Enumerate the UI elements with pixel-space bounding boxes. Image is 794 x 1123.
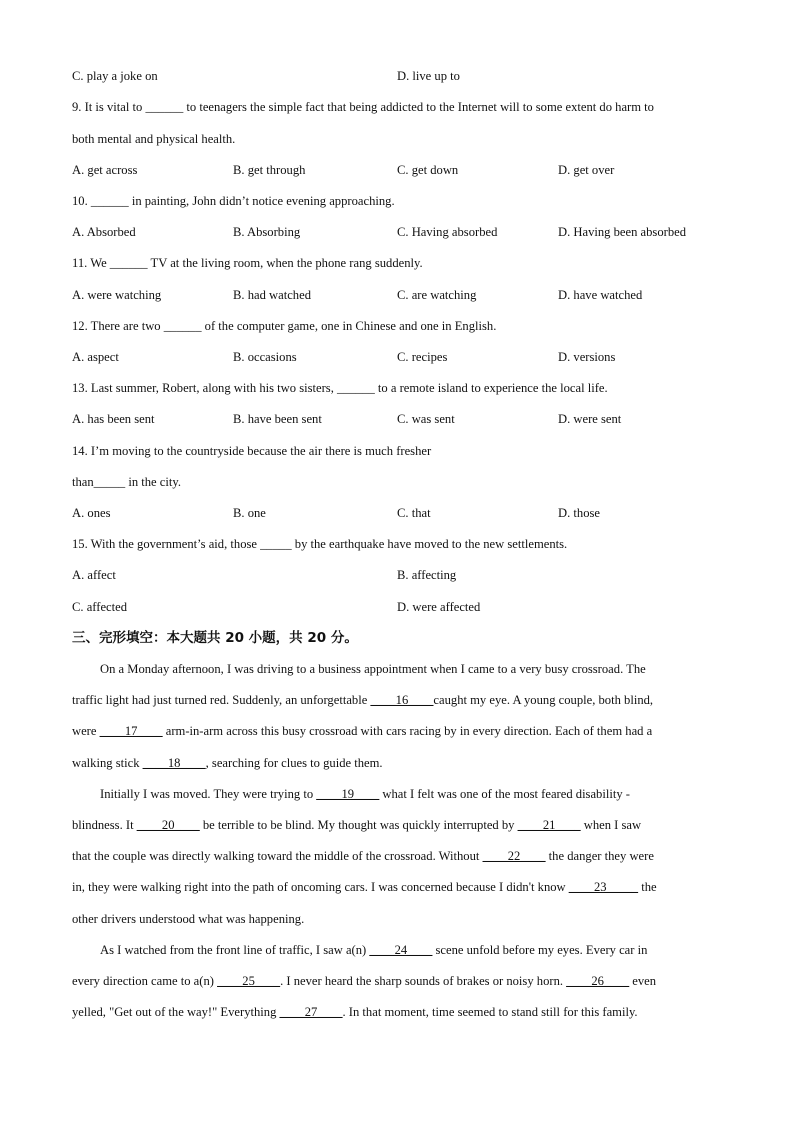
text-segment: arm-in-arm across this busy crossroad with cars racing by in every direction. Each of them had a (162, 724, 653, 738)
q9-stem-line2: both mental and physical health. (72, 132, 236, 146)
q12-stem: 12. There are two ______ of the computer game, one in Chinese and one in English. (72, 319, 497, 333)
q8-option-c: C. play a joke on (72, 69, 158, 83)
q14-stem-line2: than_____ in the city. (72, 475, 182, 489)
passage-p1-line3 (72, 723, 652, 739)
blank-23: ____23_____ (568, 880, 639, 894)
blank-21: ____21____ (517, 818, 581, 832)
passage-p3-line2 (72, 973, 656, 989)
q13-option-a: A. has been sent (72, 412, 155, 426)
q14-option-c: C. that (397, 506, 431, 520)
blank-24: ____24____ (369, 943, 433, 957)
text-segment: when I saw (580, 818, 642, 832)
blank-19: ____19____ (316, 787, 380, 801)
q9-option-d: D. get over (558, 163, 615, 177)
q14-option-b: B. one (233, 506, 266, 520)
text-segment: every direction came to a(n) (72, 974, 218, 988)
q15-stem: 15. With the government’s aid, those _____ by the earthquake have moved to the new settlements. (72, 537, 568, 551)
blank-27: ____27____ (279, 1005, 343, 1019)
section-title: 三、完形填空：本大题共 20 小题，共 20 分。 (72, 630, 358, 646)
text-segment: , searching for clues to guide them. (205, 756, 383, 770)
text-segment: were (72, 724, 100, 738)
text-segment: yelled, "Get out of the way!" Everything (72, 1005, 280, 1019)
q12-option-a: A. aspect (72, 350, 119, 364)
q12-option-c: C. recipes (397, 350, 448, 364)
text-segment: As I watched from the front line of traffic, I saw a(n) (100, 943, 370, 957)
q9-option-b: B. get through (233, 163, 306, 177)
text-segment: the (638, 880, 657, 894)
passage-p2-line4 (72, 879, 657, 895)
text-segment: caught my eye. A young couple, both blind, (433, 693, 654, 707)
q9-stem-line1: 9. It is vital to ______ to teenagers the simple fact that being addicted to the Internet will to some extent do harm to (72, 100, 654, 114)
q11-option-d: D. have watched (558, 288, 643, 302)
q10-option-d: D. Having been absorbed (558, 225, 686, 239)
blank-18: ____18____ (142, 756, 206, 770)
passage-p3-line3 (72, 1004, 638, 1020)
passage-p2-line3 (72, 848, 654, 864)
q10-option-b: B. Absorbing (233, 225, 301, 239)
text-segment: what I felt was one of the most feared disability - (379, 787, 630, 801)
text-segment: that the couple was directly walking toward the middle of the crossroad. Without (72, 849, 483, 863)
q13-stem: 13. Last summer, Robert, along with his two sisters, ______ to a remote island to experience the local life. (72, 381, 608, 395)
text-segment: the danger they were (545, 849, 654, 863)
q8-option-d: D. live up to (397, 69, 460, 83)
q13-option-c: C. was sent (397, 412, 455, 426)
q13-option-b: B. have been sent (233, 412, 322, 426)
q14-option-a: A. ones (72, 506, 111, 520)
passage-p3-line1 (100, 942, 647, 958)
passage-p2-line5: other drivers understood what was happening. (72, 912, 305, 926)
q9-option-a: A. get across (72, 163, 138, 177)
text-segment: even (629, 974, 657, 988)
q10-option-c: C. Having absorbed (397, 225, 498, 239)
text-segment: traffic light had just turned red. Suddenly, an unforgettable (72, 693, 371, 707)
q15-option-d: D. were affected (397, 600, 481, 614)
text-segment: be terrible to be blind. My thought was quickly interrupted by (199, 818, 518, 832)
passage-p2-line2 (72, 817, 641, 833)
q10-option-a: A. Absorbed (72, 225, 136, 239)
blank-17: ____17____ (99, 724, 163, 738)
text-segment: in, they were walking right into the path of oncoming cars. I was concerned because I didn't know (72, 880, 569, 894)
q12-option-d: D. versions (558, 350, 616, 364)
q10-stem: 10. ______ in painting, John didn’t notice evening approaching. (72, 194, 395, 208)
q15-option-a: A. affect (72, 568, 116, 582)
blank-25: ____25____ (217, 974, 281, 988)
q11-option-c: C. are watching (397, 288, 477, 302)
q14-stem-line1: 14. I’m moving to the countryside because the air there is much fresher (72, 444, 432, 458)
text-segment: blindness. It (72, 818, 137, 832)
q11-option-a: A. were watching (72, 288, 162, 302)
blank-20: ____20____ (136, 818, 200, 832)
q11-option-b: B. had watched (233, 288, 311, 302)
q11-stem: 11. We ______ TV at the living room, when the phone rang suddenly. (72, 256, 423, 270)
passage-p2-line1 (100, 786, 630, 802)
text-segment: . I never heard the sharp sounds of brakes or noisy horn. (280, 974, 567, 988)
text-segment: . In that moment, time seemed to stand still for this family. (342, 1005, 638, 1019)
blank-26: ____26____ (566, 974, 630, 988)
passage-p1-line1: On a Monday afternoon, I was driving to a business appointment when I came to a very busy crossroad. The (100, 662, 646, 676)
q15-option-c: C. affected (72, 600, 128, 614)
passage-p1-line4 (72, 755, 383, 771)
q13-option-d: D. were sent (558, 412, 622, 426)
blank-22: ____22____ (482, 849, 546, 863)
text-segment: scene unfold before my eyes. Every car in (432, 943, 648, 957)
q15-option-b: B. affecting (397, 568, 457, 582)
text-segment: Initially I was moved. They were trying to (100, 787, 317, 801)
q14-option-d: D. those (558, 506, 600, 520)
text-segment: walking stick (72, 756, 143, 770)
blank-16: ____16____ (370, 693, 434, 707)
q9-option-c: C. get down (397, 163, 459, 177)
q12-option-b: B. occasions (233, 350, 297, 364)
passage-p1-line2 (72, 692, 653, 708)
